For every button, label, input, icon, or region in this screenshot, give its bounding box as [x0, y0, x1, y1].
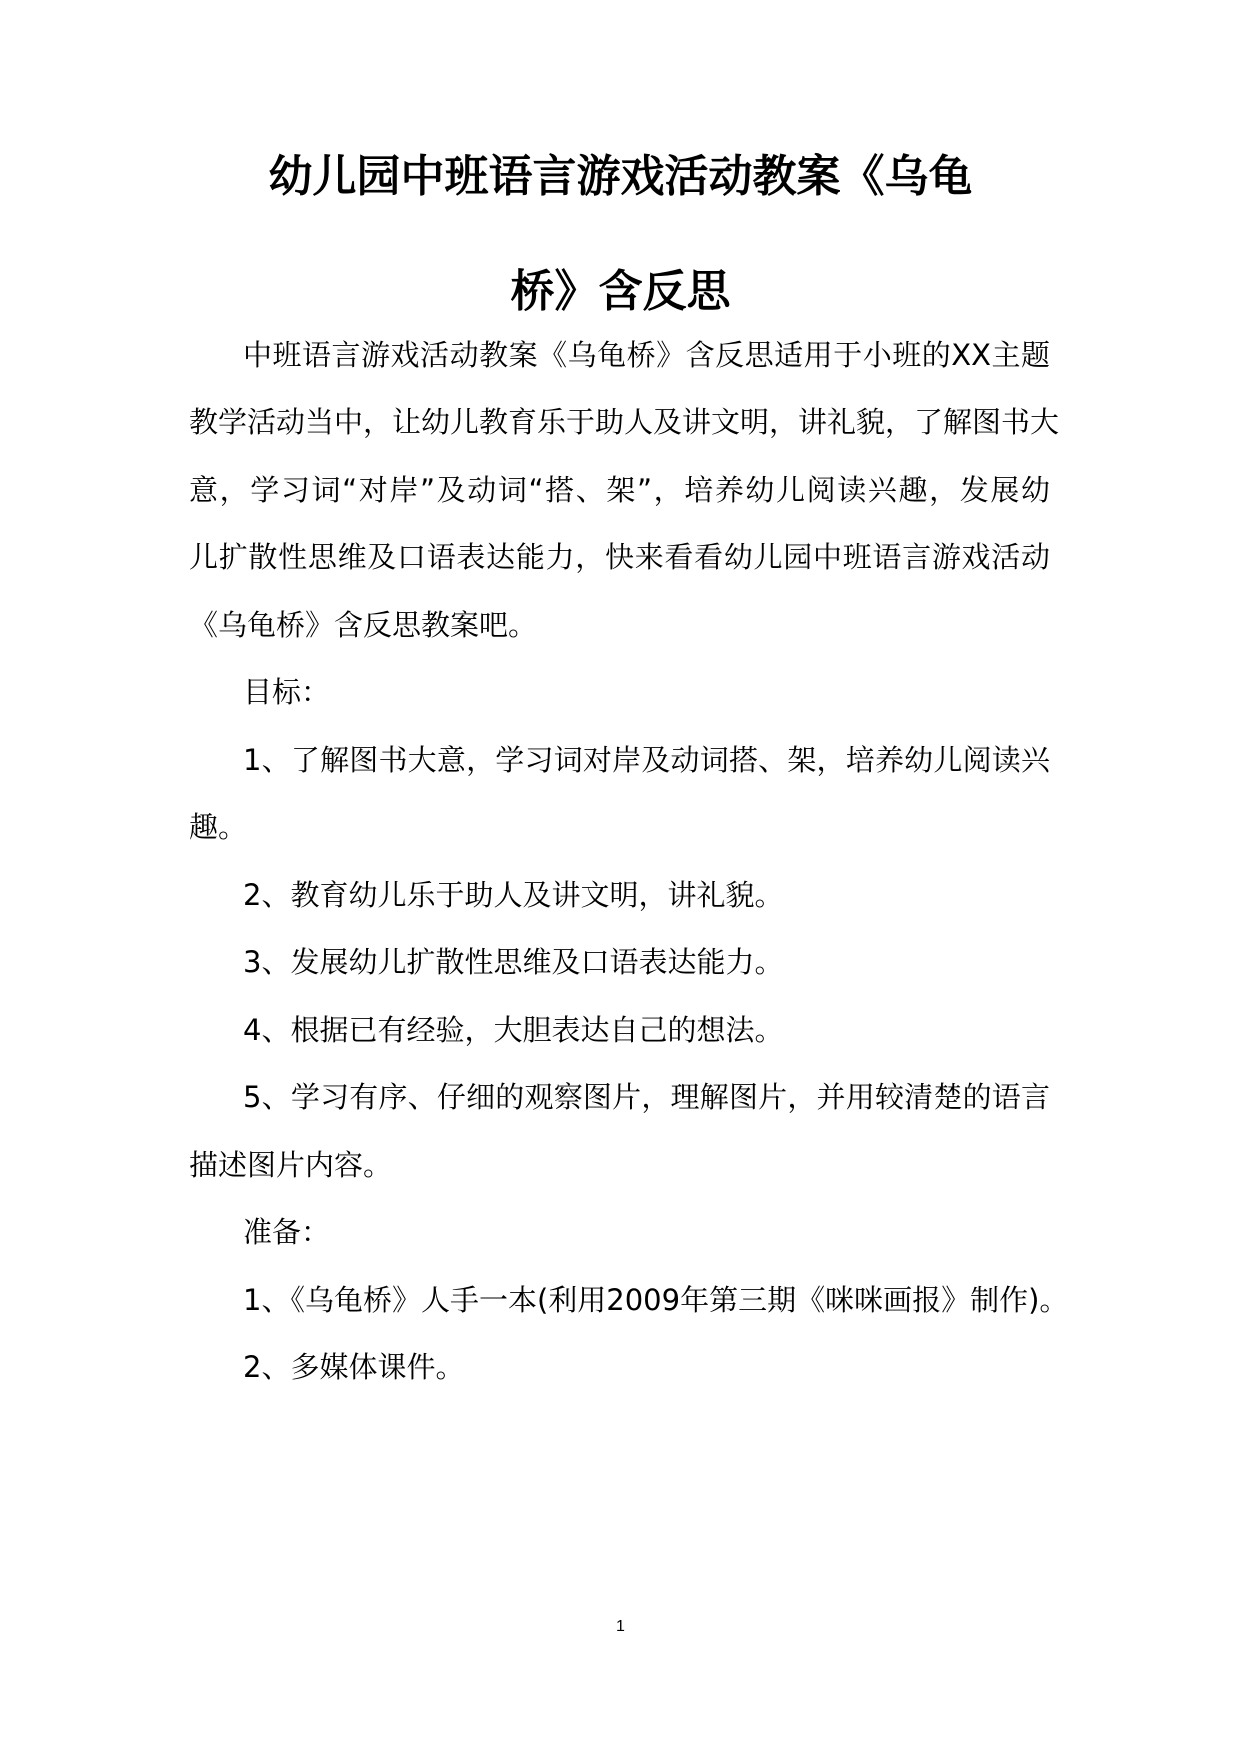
document-title-line-1: 幼儿园中班语言游戏活动教案《乌龟: [268, 151, 973, 202]
intro-line-4: 儿扩散性思维及口语表达能力，快来看看幼儿园中班语言游戏活动: [189, 540, 1050, 574]
goal-5-line-1: 5、学习有序、仔细的观察图片，理解图片，并用较清楚的语言: [243, 1080, 1050, 1114]
goal-4: 4、根据已有经验，大胆表达自己的想法。: [243, 1013, 784, 1047]
goal-1-line-2: 趣。: [189, 810, 248, 844]
goal-3: 3、发展幼儿扩散性思维及口语表达能力。: [243, 945, 784, 979]
goal-1-line-1: 1、了解图书大意，学习词对岸及动词搭、架，培养幼儿阅读兴: [243, 743, 1050, 777]
intro-line-1: 中班语言游戏活动教案《乌龟桥》含反思适用于小班的XX主题: [243, 338, 1050, 372]
intro-line-5: 《乌龟桥》含反思教案吧。: [189, 608, 538, 642]
document-title-line-2: 桥》含反思: [510, 266, 731, 317]
goals-heading: 目标：: [243, 675, 331, 709]
goal-2: 2、教育幼儿乐于助人及讲文明，讲礼貌。: [243, 878, 784, 912]
page-number: 1: [616, 1618, 625, 1635]
intro-line-3: 意，学习词“对岸”及动词“搭、架”，培养幼儿阅读兴趣，发展幼: [189, 473, 1050, 507]
intro-line-2: 教学活动当中，让幼儿教育乐于助人及讲文明，讲礼貌，了解图书大: [189, 405, 1060, 439]
goal-5-line-2: 描述图片内容。: [189, 1148, 393, 1182]
prep-2: 2、多媒体课件。: [243, 1350, 465, 1384]
prep-heading: 准备：: [243, 1215, 331, 1249]
prep-1: 1、《乌龟桥》人手一本(利用2009年第三期《咪咪画报》制作)。: [243, 1283, 1069, 1317]
